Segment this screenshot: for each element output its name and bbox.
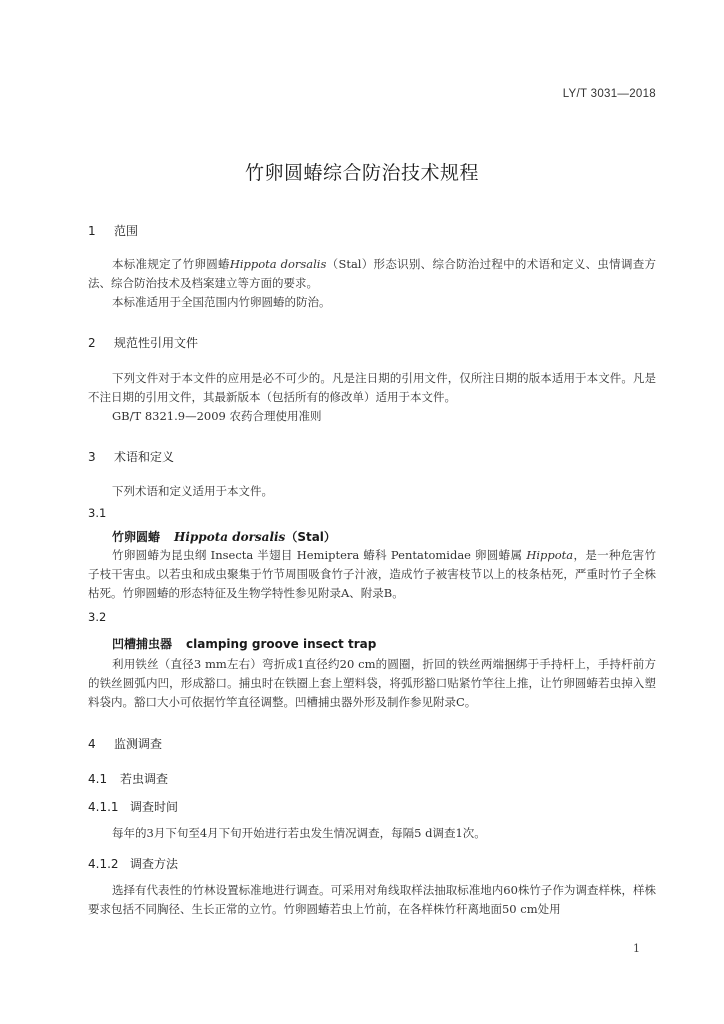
section-title: 术语和定义: [114, 450, 175, 464]
section-title: 范围: [114, 224, 139, 238]
term-en-sci: Hippota dorsalis: [174, 530, 286, 544]
section-number: 1: [88, 224, 96, 238]
definition-text-b: ，是一种危害竹子枝干害虫。以若虫和成虫聚集于竹节周围吸食竹子汁液，造成竹子被害枝节以上的枝条枯死，严重时竹子全株枯死。竹卵圆蝽的形态特征及生物学特性参见附录A、附录B。: [88, 548, 656, 600]
scientific-name: Hippota dorsalis: [229, 257, 327, 271]
section-2-heading: [88, 334, 198, 351]
section-title: 若虫调查: [120, 772, 169, 786]
survey-time-paragraph: 每年的3月下旬至4月下旬开始进行若虫发生情况调查，每隔5 d调查1次。: [112, 826, 486, 840]
genus-name: Hippota: [526, 548, 574, 562]
section-4-heading: [88, 735, 162, 752]
section-number: 2: [88, 336, 96, 350]
term-zh: 竹卵圆蝽: [112, 530, 161, 544]
section-title: 监测调查: [114, 737, 163, 751]
normative-ref-paragraph: 下列文件对于本文件的应用是必不可少的。凡是注日期的引用文件，仅所注日期的版本适用于本文件。凡是不注日期的引用文件，其最新版本（包括所有的修改单）适用于本文件。: [88, 371, 656, 404]
scope-paragraph: [88, 255, 656, 293]
normative-ref-item: GB/T 8321.9—2009 农药合理使用准则: [112, 409, 322, 423]
definition-text-a: 竹卵圆蝽为昆虫纲 Insecta 半翅目 Hemiptera 蝽科 Pentatomidae 卵圆蝽属: [112, 548, 527, 562]
scope-text-b: （Stal）形态识别、综合防治过程中的术语和定义、虫情调查方法、综合防治技术及档案建立等方面的要求。: [88, 257, 657, 290]
section-4-1-1-heading: [88, 798, 178, 815]
term-3-1-title: [112, 528, 336, 545]
term-number-3-2: 3.2: [88, 610, 107, 624]
term-3-1-definition: [88, 546, 656, 603]
term-zh: 凹槽捕虫器: [112, 637, 173, 651]
term-3-2-definition: 利用铁丝（直径3 mm左右）弯折成1直径约20 cm的圆圈，折回的铁丝两端捆绑于手持杆上，手持杆前方的铁丝圆弧内凹，形成豁口。捕虫时在铁圈上套上塑料袋，将弧形豁口贴紧竹竿往上推，让竹卵圆蝽若虫掉入塑料袋内。豁口大小可依据竹竿直径调整。凹槽捕虫器外形及制作参见附录C。: [88, 657, 656, 709]
section-4-1-2-heading: [88, 855, 178, 872]
section-title: 调查方法: [130, 857, 179, 871]
standard-code: LY/T 3031—2018: [562, 88, 656, 100]
term-number-3-1: 3.1: [88, 506, 107, 520]
section-number: 4.1.1: [88, 800, 119, 814]
section-1-heading: [88, 222, 138, 239]
section-title: 调查时间: [130, 800, 179, 814]
section-title: 规范性引用文件: [114, 336, 199, 350]
section-3-heading: [88, 448, 174, 465]
scope-text-a: 本标准规定了竹卵圆蝽: [112, 257, 230, 271]
term-en: clamping groove insect trap: [186, 637, 377, 651]
section-number: 4: [88, 737, 96, 751]
document-title: 竹卵圆蝽综合防治技术规程: [244, 162, 479, 184]
section-number: 4.1.2: [88, 857, 119, 871]
survey-method-paragraph: 选择有代表性的竹林设置标准地进行调查。可采用对角线取样法抽取标准地内60株竹子作为调查样株，样株要求包括不同胸径、生长正常的立竹。竹卵圆蝽若虫上竹前，在各样株竹秆离地面50 cm处用: [88, 883, 656, 916]
terms-intro: 下列术语和定义适用于本文件。: [112, 484, 273, 498]
term-en-author: （Stal）: [285, 530, 336, 544]
term-3-2-title: [112, 635, 376, 652]
section-number: 4.1: [88, 772, 108, 786]
section-4-1-heading: [88, 770, 168, 787]
section-number: 3: [88, 450, 96, 464]
term-en: [174, 530, 336, 544]
scope-applicability: 本标准适用于全国范围内竹卵圆蝽的防治。: [112, 295, 331, 309]
page-number: 1: [633, 942, 640, 955]
